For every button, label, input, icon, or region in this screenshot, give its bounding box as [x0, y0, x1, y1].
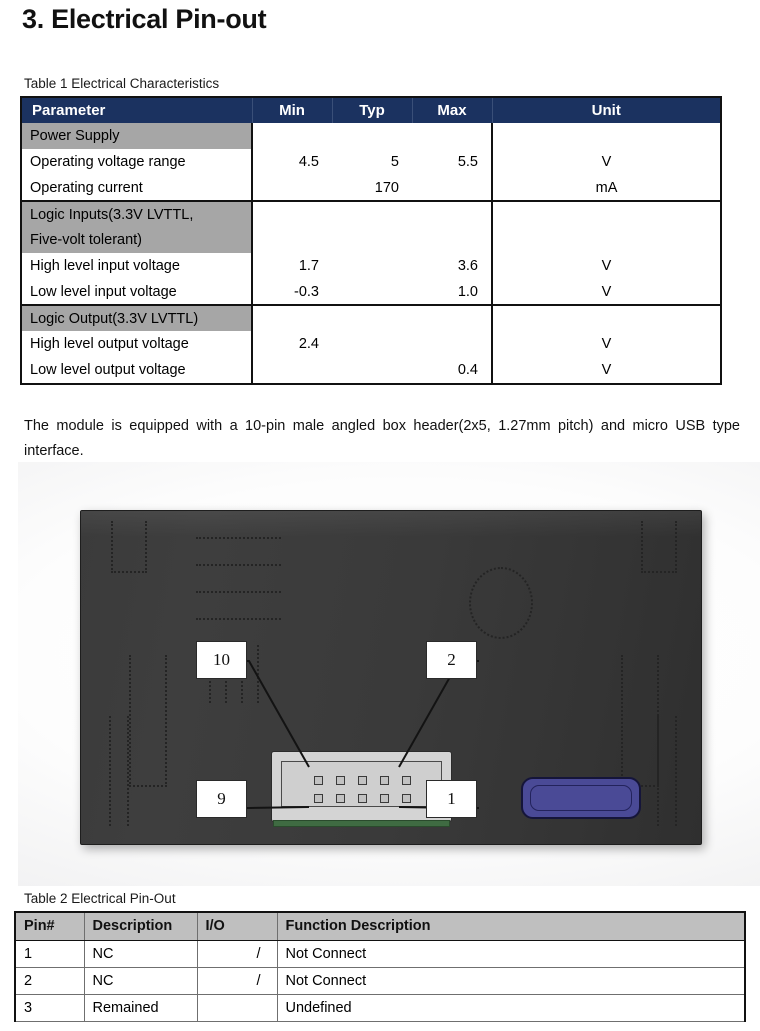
cell-max [412, 305, 492, 331]
table1-header-row [22, 98, 720, 123]
cell-unit: V [492, 279, 720, 305]
cell-unit [492, 123, 720, 149]
cell-typ: 5 [390, 154, 399, 170]
cell-typ [332, 123, 412, 149]
table-row [22, 357, 720, 383]
cell-max: 5.5 [457, 154, 478, 170]
cell-min: 4.5 [298, 154, 319, 170]
cell-parameter: Logic Output(3.3V LVTTL) [22, 305, 252, 331]
table2-caption: Table 2 Electrical Pin-Out [24, 891, 176, 906]
cell-parameter: Power Supply [22, 123, 252, 149]
cell-typ: 170 [332, 175, 412, 201]
table-row [22, 123, 720, 149]
cell-function: Not Connect [277, 967, 744, 994]
cell-unit [492, 227, 720, 253]
table2-col-description: Description [84, 913, 197, 940]
page-title: 3. Electrical Pin-out [22, 4, 267, 34]
cell-max [412, 123, 492, 149]
cell-parameter: Operating current [22, 175, 252, 201]
cell-max [412, 175, 492, 201]
table-electrical-characteristics [20, 96, 722, 385]
cell-min [252, 201, 332, 227]
cell-pin: 1 [16, 940, 84, 967]
cell-typ [332, 305, 412, 331]
table1-col-parameter: Parameter [22, 98, 252, 123]
cell-description: NC [84, 940, 197, 967]
cell-description: NC [84, 967, 197, 994]
module-board [80, 510, 702, 845]
table1-col-unit: Unit [492, 98, 720, 123]
cell-min [252, 123, 332, 149]
table1-caption: Table 1 Electrical Characteristics [24, 76, 220, 91]
cell-parameter: High level input voltage [22, 253, 252, 279]
table-row [22, 227, 720, 253]
cell-typ [332, 279, 412, 305]
cell-typ [332, 201, 412, 227]
cell-min: -0.3 [252, 279, 332, 305]
table1-col-min: Min [252, 98, 332, 123]
cell-min [252, 357, 332, 383]
cell-parameter: High level output voltage [22, 331, 252, 357]
cell-max: 0.4 [457, 362, 478, 378]
table-row [22, 331, 720, 357]
table2-col-function: Function Description [277, 913, 744, 940]
cell-parameter: Five-volt tolerant) [22, 227, 252, 253]
cell-max [412, 201, 492, 227]
module-photo-figure [18, 462, 760, 886]
cell-typ [332, 357, 412, 383]
cell-parameter: Operating voltage range [22, 149, 252, 175]
cell-io: / [197, 967, 277, 994]
cell-typ [332, 227, 412, 253]
table-row [22, 279, 720, 305]
cell-io: / [197, 940, 277, 967]
cell-unit: V [492, 331, 720, 357]
cell-io [197, 994, 277, 1021]
cell-min [252, 227, 332, 253]
table2-col-io: I/O [197, 913, 277, 940]
table-row [22, 201, 720, 227]
cell-unit [492, 305, 720, 331]
cell-function: Not Connect [277, 940, 744, 967]
table2-header-row [16, 913, 744, 940]
table-row [22, 175, 720, 201]
cell-max [412, 227, 492, 253]
cell-parameter: Low level input voltage [22, 279, 252, 305]
cell-pin: 2 [16, 967, 84, 994]
cell-unit [492, 201, 720, 227]
cell-unit: V [492, 149, 720, 175]
cell-parameter: Low level output voltage [22, 357, 252, 383]
cell-unit: V [492, 253, 720, 279]
table-row [22, 253, 720, 279]
table-row [22, 149, 720, 175]
table-electrical-pinout [14, 911, 746, 1022]
cell-function: Undefined [277, 994, 744, 1021]
cell-max: 3.6 [457, 258, 478, 274]
table-row [22, 305, 720, 331]
module-description-paragraph: The module is equipped with a 10-pin male angled box header(2x5, 1.27mm pitch) and micro USB type interface. [24, 418, 740, 459]
cell-min: 1.7 [298, 258, 319, 274]
cell-typ [332, 331, 412, 357]
cell-unit: mA [492, 175, 720, 201]
callout-pin-1: 1 [426, 780, 477, 818]
table-row [16, 940, 744, 967]
table2-col-pin: Pin# [16, 913, 84, 940]
cell-max [412, 331, 492, 357]
cell-typ [332, 253, 412, 279]
cell-min [252, 175, 332, 201]
cell-pin: 3 [16, 994, 84, 1021]
callout-pin-9: 9 [196, 780, 247, 818]
cell-parameter: Logic Inputs(3.3V LVTTL, [22, 201, 252, 227]
table-row [16, 967, 744, 994]
table1-col-max: Max [412, 98, 492, 123]
callout-pin-2: 2 [426, 641, 477, 679]
cell-min [252, 305, 332, 331]
cell-min: 2.4 [298, 336, 319, 352]
cell-description: Remained [84, 994, 197, 1021]
table1-col-typ: Typ [332, 98, 412, 123]
leader-line-1 [81, 511, 703, 846]
cell-unit: V [492, 357, 720, 383]
cell-max: 1.0 [412, 279, 492, 305]
callout-pin-10: 10 [196, 641, 247, 679]
table-row [16, 994, 744, 1021]
